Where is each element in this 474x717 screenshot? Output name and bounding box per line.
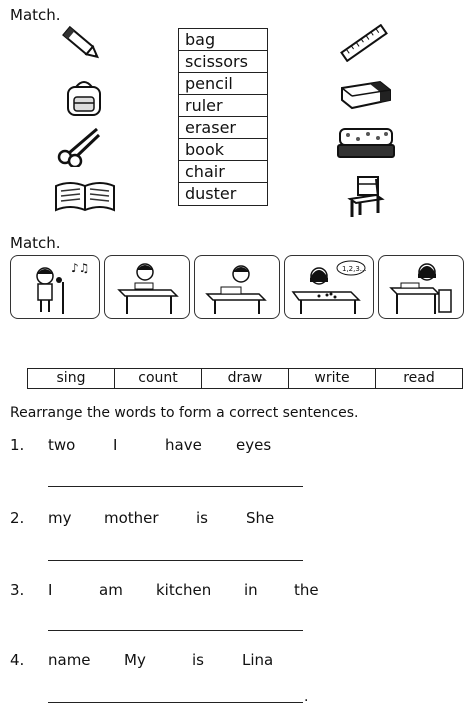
item-number: 3. (10, 581, 25, 599)
answer-line-end: . (304, 689, 309, 705)
picture-writing (104, 255, 190, 319)
bag-icon (62, 75, 106, 119)
item-word: am (99, 581, 123, 599)
answer-line (48, 630, 303, 631)
item-word: the (294, 581, 319, 599)
verb-read: read (403, 370, 435, 386)
verb-draw: draw (202, 369, 289, 388)
answer-line (48, 560, 303, 561)
picture-drawing (194, 255, 280, 319)
item-number: 1. (10, 436, 25, 454)
item-word: in (244, 581, 258, 599)
eraser-icon (336, 78, 394, 112)
item-word: She (246, 509, 275, 527)
verb-box (27, 368, 463, 389)
word-box (178, 28, 268, 206)
answer-line (48, 702, 303, 703)
verb-count: count (115, 369, 202, 388)
scissors-icon (55, 125, 103, 167)
rearrange-instruction: Rearrange the words to form a correct sentences. (10, 405, 359, 421)
word-book: book (179, 139, 267, 161)
word-chair: chair (179, 161, 267, 183)
item-word: I (113, 436, 118, 454)
word-bag: bag (179, 29, 267, 51)
item-word: eyes (236, 436, 272, 454)
word-ruler: ruler (179, 95, 267, 117)
duster-icon (334, 123, 398, 163)
ruler-icon (338, 24, 390, 62)
match-heading-1: Match. (10, 6, 61, 24)
item-word: my (48, 509, 72, 527)
item-word: two (48, 436, 76, 454)
verb-sing: sing (28, 369, 115, 388)
match-heading-2: Match. (10, 234, 61, 252)
item-number: 4. (10, 651, 25, 669)
item-number: 2. (10, 509, 25, 527)
chair-icon (346, 175, 386, 219)
item-word: have (165, 436, 202, 454)
svg-text:1,2,3...: 1,2,3... (342, 265, 367, 273)
pencil-icon (60, 24, 104, 64)
item-word: My (124, 651, 146, 669)
answer-line (48, 486, 303, 487)
word-pencil: pencil (179, 73, 267, 95)
picture-counting (284, 255, 374, 319)
item-word: Lina (242, 651, 274, 669)
word-scissors: scissors (179, 51, 267, 73)
svg-text:♪♫: ♪♫ (71, 261, 90, 275)
verb-write: write (289, 369, 376, 388)
picture-singing (10, 255, 100, 319)
word-duster: duster (185, 184, 237, 203)
item-word: I (48, 581, 53, 599)
item-word: kitchen (156, 581, 212, 599)
item-word: is (196, 509, 208, 527)
word-eraser: eraser (179, 117, 267, 139)
book-icon (52, 178, 118, 216)
picture-reading (378, 255, 464, 319)
item-word: name (48, 651, 91, 669)
item-word: is (192, 651, 204, 669)
item-word: mother (104, 509, 159, 527)
